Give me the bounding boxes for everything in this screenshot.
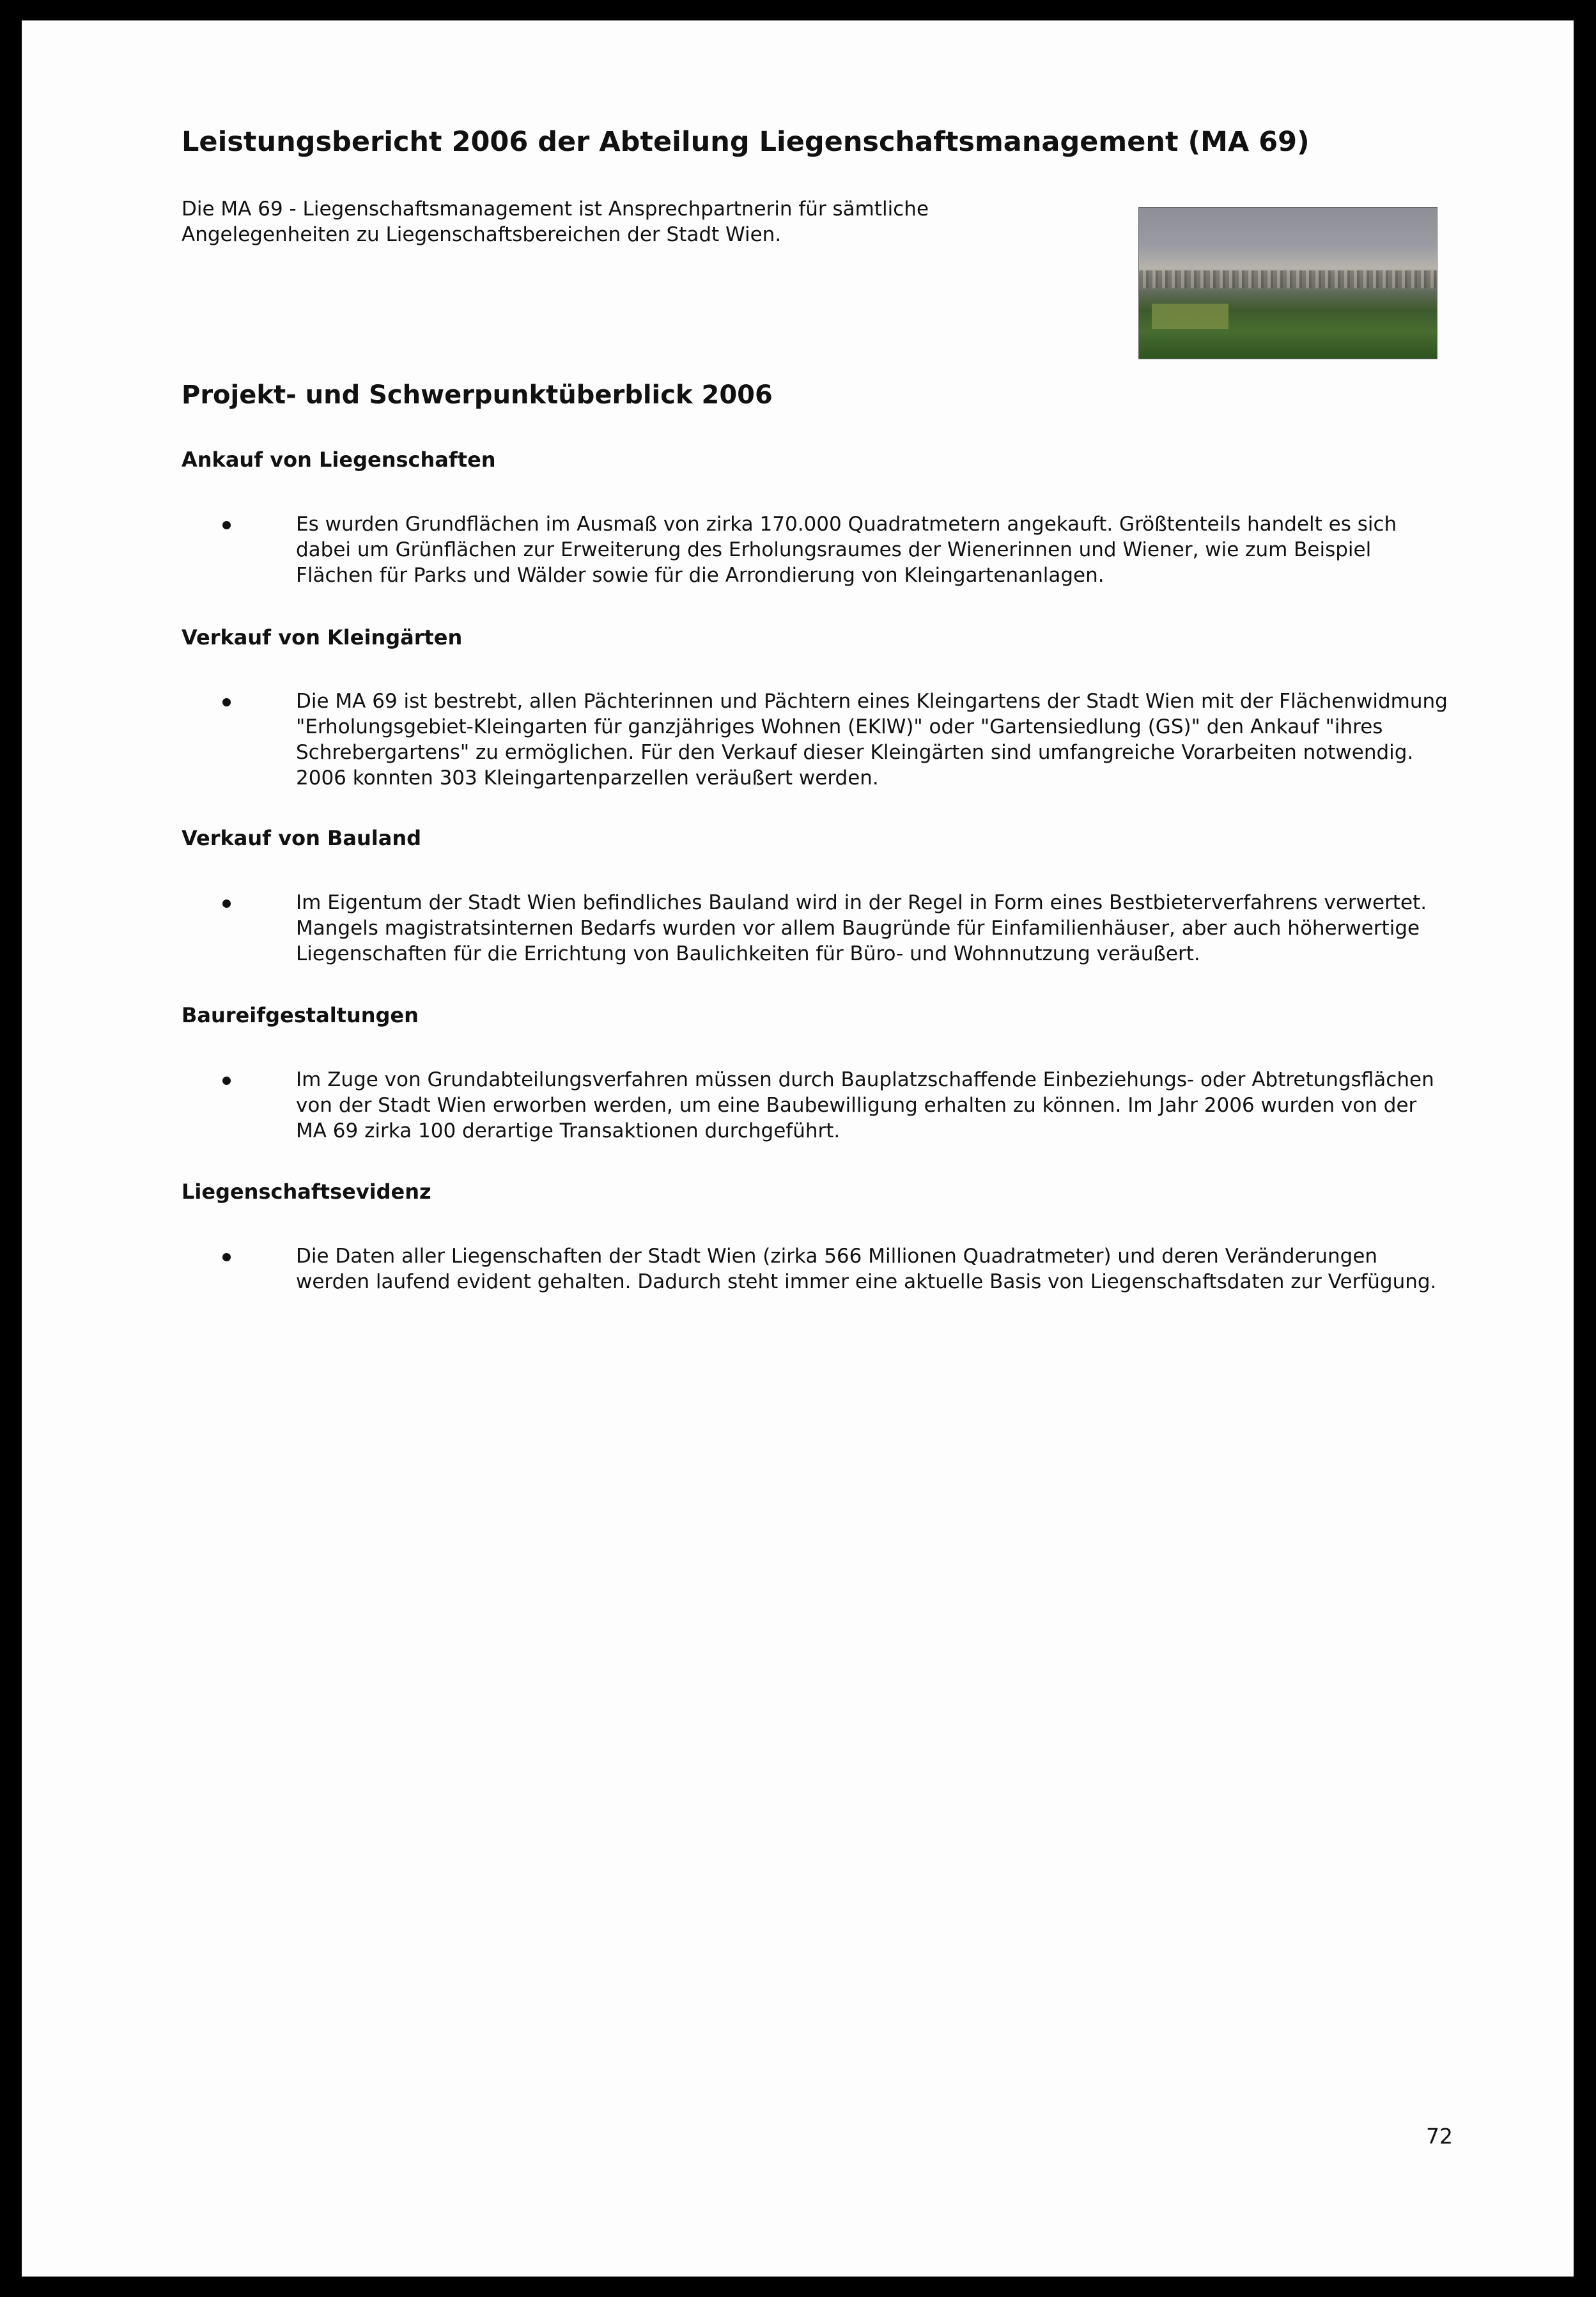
bullet-line: von der Stadt Wien erworben werden, um eine Baubewilligung erhalten zu können. Im Jahr 2006 wurden von der	[296, 1094, 1417, 1117]
vienna-panorama-photo	[1138, 207, 1437, 359]
bullet-dot-icon	[222, 1253, 231, 1261]
document-title: Leistungsbericht 2006 der Abteilung Liegenschaftsmanagement (MA 69)	[182, 126, 1310, 158]
section-heading-ankauf: Ankauf von Liegenschaften	[182, 448, 496, 472]
intro-paragraph	[182, 196, 1012, 247]
bullet-line: "Erholungsgebiet-Kleingarten für ganzjähriges Wohnen (EKlW)" oder "Gartensiedlung (GS)" den Ankauf "ihres	[296, 715, 1383, 738]
bullet-dot-icon	[222, 698, 231, 706]
section-heading-liegenschaftsevidenz: Liegenschaftsevidenz	[182, 1180, 431, 1204]
bullet-dot-icon	[222, 521, 231, 529]
overview-heading: Projekt- und Schwerpunktüberblick 2006	[182, 380, 773, 410]
photo-skyline	[1139, 270, 1437, 288]
bullet-line: Liegenschaften für die Errichtung von Baulichkeiten für Büro- und Wohnnutzung veräußert.	[296, 942, 1200, 965]
bullet-line: Die Daten aller Liegenschaften der Stadt Wien (zirka 566 Millionen Quadratmeter) und deren Veränderungen	[296, 1245, 1378, 1268]
section-heading-bauland: Verkauf von Bauland	[182, 826, 421, 850]
bullet-item-liegenschaftsevidenz	[222, 1243, 1475, 1295]
bullet-line: werden laufend evident gehalten. Dadurch steht immer eine aktuelle Basis von Liegenschaftsdaten zur Verfügung.	[296, 1270, 1437, 1293]
bullet-line: Schrebergartens" zu ermöglichen. Für den Verkauf dieser Kleingärten sind umfangreiche Vorarbeiten notwendig.	[296, 741, 1414, 764]
intro-line: Angelegenheiten zu Liegenschaftsbereichen der Stadt Wien.	[182, 223, 782, 246]
photo-field	[1152, 304, 1228, 329]
bullet-line: Im Eigentum der Stadt Wien befindliches Bauland wird in der Regel in Form eines Bestbieterverfahrens verwertet.	[296, 891, 1427, 914]
bullet-item-ankauf	[222, 511, 1475, 588]
bullet-item-baureifgestaltungen	[222, 1067, 1475, 1144]
bullet-item-kleingaerten	[222, 689, 1475, 791]
section-heading-baureifgestaltungen: Baureifgestaltungen	[182, 1003, 419, 1027]
bullet-line: Es wurden Grundflächen im Ausmaß von zirka 170.000 Quadratmetern angekauft. Größtenteils handelt es sich	[296, 513, 1397, 536]
bullet-line: MA 69 zirka 100 derartige Transaktionen durchgeführt.	[296, 1119, 841, 1142]
bullet-line: Flächen für Parks und Wälder sowie für die Arrondierung von Kleingartenanlagen.	[296, 564, 1104, 587]
intro-line: Die MA 69 - Liegenschaftsmanagement ist Ansprechpartnerin für sämtliche	[182, 198, 929, 221]
bullet-line: Die MA 69 ist bestrebt, allen Pächterinnen und Pächtern eines Kleingartens der Stadt Wien mit der Flächenwidmung	[296, 690, 1448, 713]
bullet-line: dabei um Grünflächen zur Erweiterung des Erholungsraumes der Wienerinnen und Wiener, wie zum Beispiel	[296, 538, 1372, 561]
document-page	[22, 20, 1574, 2277]
bullet-line: Mangels magistratsinternen Bedarfs wurden vor allem Baugründe für Einfamilienhäuser, aber auch höherwertige	[296, 917, 1420, 940]
page-number: 72	[1426, 2124, 1453, 2149]
bullet-dot-icon	[222, 1077, 231, 1085]
bullet-dot-icon	[222, 899, 231, 908]
bullet-line: 2006 konnten 303 Kleingartenparzellen veräußert werden.	[296, 767, 879, 790]
bullet-item-bauland	[222, 890, 1475, 967]
section-heading-kleingaerten: Verkauf von Kleingärten	[182, 625, 463, 650]
bullet-line: Im Zuge von Grundabteilungsverfahren müssen durch Bauplatzschaffende Einbeziehungs- oder Abtretungsflächen	[296, 1068, 1434, 1091]
